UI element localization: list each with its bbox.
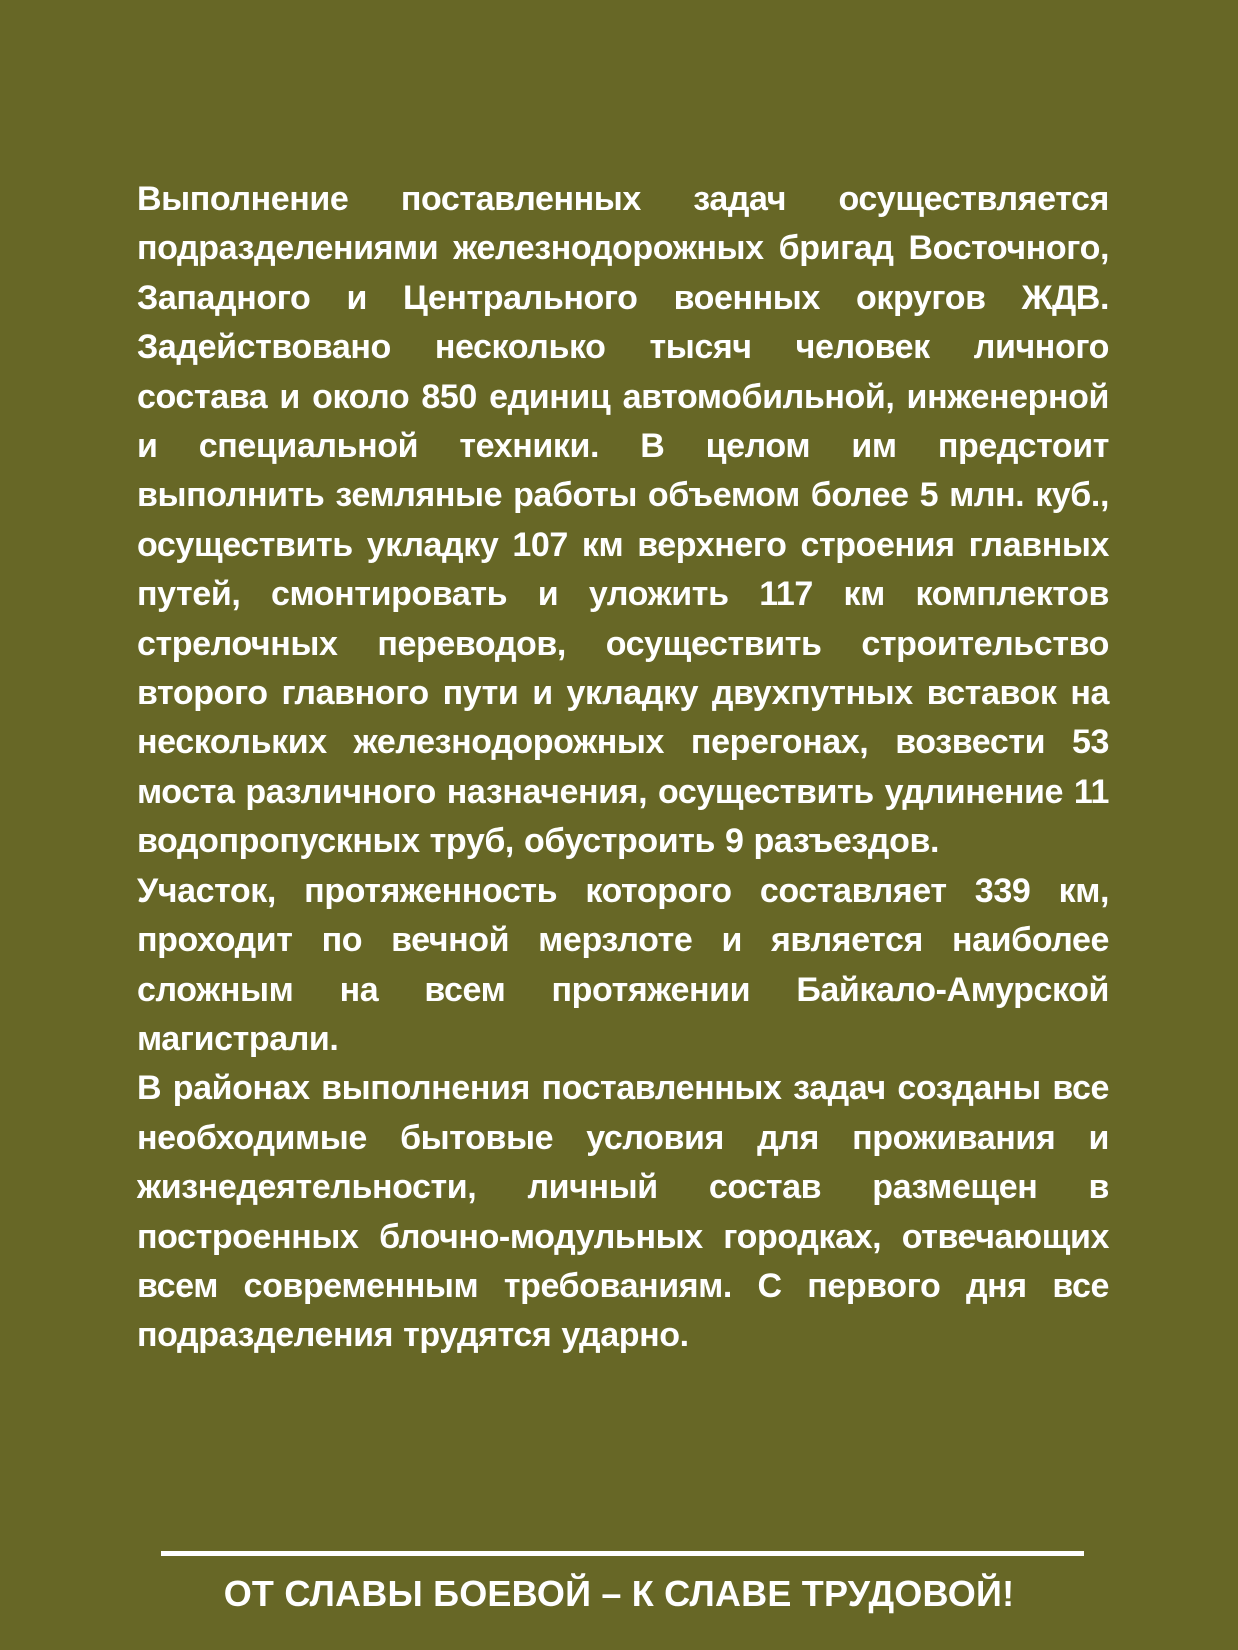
divider-line bbox=[161, 1551, 1084, 1556]
article-body bbox=[137, 175, 1109, 1361]
paragraph-section: Участок, протяженность которого составляет 339 км, проходит по вечной мерзлоте и является наиболее сложным на всем протяжении Байкало-Амурской магистрали. bbox=[137, 871, 1109, 1058]
slogan: ОТ СЛАВЫ БОЕВОЙ – К СЛАВЕ ТРУДОВОЙ! bbox=[223, 1573, 1015, 1614]
paragraph-tasks: Выполнение поставленных задач осуществляется подразделениями железнодорожных бригад Восточного, Западного и Центрального военных округов ЖДВ. Задействовано несколько тысяч человек личного состава и около 850 единиц автомобильной, инженерной и специальной техники. В целом им предстоит выполнить земляные работы объемом более 5 млн. куб., осуществить укладку 107 км верхнего строения главных путей, смонтировать и уложить 117 км комплектов стрелочных переводов, осуществить строительство второго главного пути и укладку двухпутных вставок на нескольких железнодорожных перегонах, возвести 53 моста различного назначения, осуществить удлинение 11 водопропускных труб, обустроить 9 разъездов. bbox=[137, 180, 1109, 861]
paragraph-conditions: В районах выполнения поставленных задач созданы все необходимые бытовые условия для проживания и жизнедеятельности, личный состав размещен в построенных блочно-модульных городках, отвечающих всем современным требованиям. С первого дня все подразделения трудятся ударно. bbox=[137, 1069, 1109, 1355]
